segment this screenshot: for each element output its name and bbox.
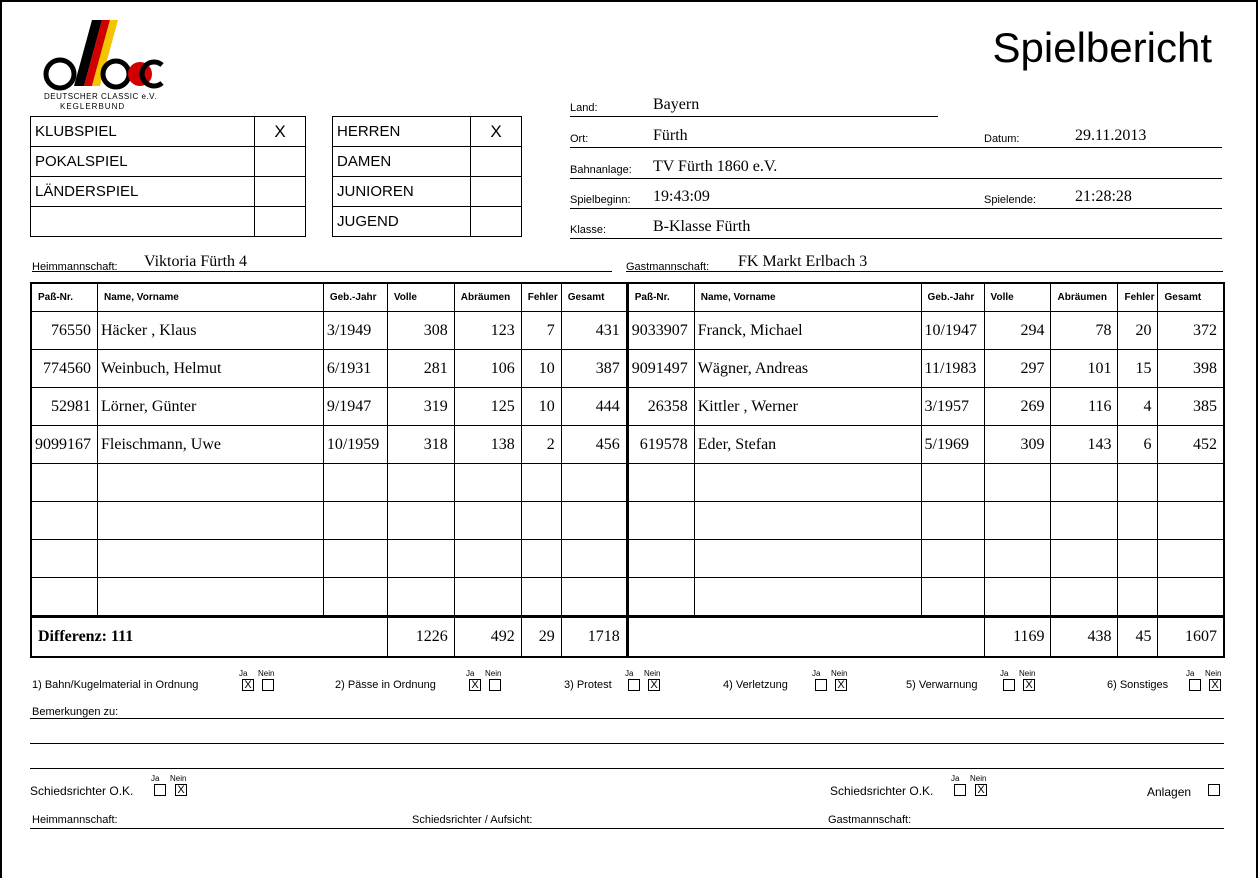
guest-total-abr: 438 — [1051, 617, 1118, 658]
land-label: Land: — [570, 102, 598, 114]
column-header: Abräumen — [1051, 283, 1118, 312]
klasse-field — [570, 217, 1222, 238]
home-name-cell: Fleischmann, Uwe — [98, 426, 324, 464]
column-header: Name, Vorname — [694, 283, 921, 312]
home-name-cell — [98, 502, 324, 540]
home-name-cell — [98, 578, 324, 617]
guest-pass-cell: 26358 — [627, 388, 694, 426]
guest-name-cell — [694, 578, 921, 617]
home-pass-cell — [31, 540, 98, 578]
guest-volle-cell: 297 — [984, 350, 1051, 388]
home-name-cell: Häcker , Klaus — [98, 312, 324, 350]
guest-pass-cell — [627, 502, 694, 540]
guest-gesamt-cell: 385 — [1158, 388, 1224, 426]
nein-label: Nein — [970, 774, 987, 783]
guest-geb-cell: 3/1957 — [921, 388, 984, 426]
spielart-checkbox[interactable] — [255, 207, 306, 237]
guest-total-gesamt: 1607 — [1158, 617, 1224, 658]
guest-total-volle: 1169 — [984, 617, 1051, 658]
table-row — [31, 540, 1224, 578]
schiedsrichter-left-ja-checkbox[interactable] — [154, 784, 166, 796]
kategorie-row — [333, 117, 522, 147]
ja-label: Ja — [239, 669, 248, 678]
sign-heim-label: Heimmannschaft: — [32, 814, 118, 826]
ort-value: Fürth — [653, 127, 688, 144]
sign-gast-label: Gastmannschaft: — [828, 814, 912, 826]
guest-geb-cell — [921, 578, 984, 617]
kategorie-label: DAMEN — [333, 147, 471, 177]
klasse-value: B-Klasse Fürth — [653, 218, 751, 235]
kategorie-grid — [332, 116, 522, 237]
bahnanlage-label: Bahnanlage: — [570, 164, 632, 176]
home-volle-cell — [387, 540, 454, 578]
home-gesamt-cell: 456 — [561, 426, 627, 464]
spielart-label: KLUBSPIEL — [31, 117, 255, 147]
schiedsrichter-label: Schiedsrichter O.K. — [830, 784, 934, 798]
home-pass-cell — [31, 502, 98, 540]
home-name-cell: Weinbuch, Helmut — [98, 350, 324, 388]
question-ja-checkbox[interactable] — [1189, 679, 1201, 691]
guest-volle-cell — [984, 464, 1051, 502]
home-geb-cell — [323, 578, 387, 617]
guest-gesamt-cell: 398 — [1158, 350, 1224, 388]
home-fehler-cell: 2 — [521, 426, 561, 464]
guest-geb-cell — [921, 464, 984, 502]
home-gesamt-cell — [561, 540, 627, 578]
guest-total-blank — [627, 617, 984, 658]
spielart-row — [31, 177, 306, 207]
guest-gesamt-cell — [1158, 502, 1224, 540]
question-label: 6) Sonstiges — [1107, 679, 1169, 691]
guest-gesamt-cell — [1158, 540, 1224, 578]
spielart-checkbox[interactable] — [255, 177, 306, 207]
differenz: Differenz: 111 — [31, 617, 387, 658]
home-name-cell — [98, 464, 324, 502]
gast-value: FK Markt Erlbach 3 — [738, 253, 868, 270]
spielart-label: POKALSPIEL — [31, 147, 255, 177]
guest-fehler-cell — [1118, 540, 1158, 578]
guest-fehler-cell — [1118, 464, 1158, 502]
guest-name-cell — [694, 464, 921, 502]
kategorie-checkbox[interactable]: X — [471, 117, 522, 147]
page-title: Spielbericht — [992, 24, 1212, 71]
home-geb-cell: 6/1931 — [323, 350, 387, 388]
question-ja-checkbox[interactable]: X — [469, 679, 481, 691]
ja-label: Ja — [151, 774, 160, 783]
gast-label: Gastmannschaft: — [626, 261, 710, 273]
guest-fehler-cell: 15 — [1118, 350, 1158, 388]
kategorie-checkbox[interactable] — [471, 177, 522, 207]
schiedsrichter-right-nein-checkbox[interactable]: X — [975, 784, 987, 796]
schiedsrichter-left — [30, 774, 230, 800]
nein-label: Nein — [644, 669, 661, 678]
guest-name-cell: Franck, Michael — [694, 312, 921, 350]
home-fehler-cell — [521, 540, 561, 578]
signature-line — [30, 828, 1224, 829]
home-pass-cell: 774560 — [31, 350, 98, 388]
home-abr-cell — [454, 540, 521, 578]
ja-label: Ja — [812, 669, 821, 678]
home-volle-cell — [387, 464, 454, 502]
guest-gesamt-cell: 452 — [1158, 426, 1224, 464]
table-header-row — [31, 283, 1224, 312]
home-abr-cell — [454, 464, 521, 502]
heim-field — [32, 253, 612, 271]
guest-name-cell: Eder, Stefan — [694, 426, 921, 464]
guest-geb-cell: 11/1983 — [921, 350, 984, 388]
home-geb-cell: 10/1959 — [323, 426, 387, 464]
heim-value: Viktoria Fürth 4 — [144, 253, 248, 270]
table-row — [31, 502, 1224, 540]
guest-gesamt-cell — [1158, 578, 1224, 617]
klasse-label: Klasse: — [570, 224, 607, 236]
home-geb-cell — [323, 502, 387, 540]
ja-label: Ja — [466, 669, 475, 678]
land-value: Bayern — [653, 96, 700, 113]
spielende-value: 21:28:28 — [1075, 188, 1132, 205]
schiedsrichter-right-ja-checkbox[interactable] — [954, 784, 966, 796]
spielbeginn-field — [570, 187, 1222, 208]
guest-geb-cell — [921, 540, 984, 578]
dkbc-logo — [40, 20, 170, 115]
home-name-cell: Lörner, Günter — [98, 388, 324, 426]
guest-abr-cell: 116 — [1051, 388, 1118, 426]
ort-field — [570, 126, 1222, 147]
guest-abr-cell: 143 — [1051, 426, 1118, 464]
guest-pass-cell — [627, 540, 694, 578]
table-row — [31, 388, 1224, 426]
guest-total-fehler: 45 — [1118, 617, 1158, 658]
guest-pass-cell: 9033907 — [627, 312, 694, 350]
bahnanlage-value: TV Fürth 1860 e.V. — [653, 158, 778, 175]
home-volle-cell: 308 — [387, 312, 454, 350]
home-geb-cell: 3/1949 — [323, 312, 387, 350]
land-field — [570, 96, 938, 116]
guest-volle-cell: 269 — [984, 388, 1051, 426]
table-row — [31, 312, 1224, 350]
home-geb-cell — [323, 464, 387, 502]
kategorie-row — [333, 177, 522, 207]
question-nein-checkbox[interactable] — [262, 679, 274, 691]
question-nein-checkbox[interactable]: X — [648, 679, 660, 691]
table-row — [31, 578, 1224, 617]
spielart-checkbox[interactable]: X — [255, 117, 306, 147]
guest-gesamt-cell — [1158, 464, 1224, 502]
home-pass-cell — [31, 464, 98, 502]
column-header: Fehler — [1118, 283, 1158, 312]
kategorie-label: JUNIOREN — [333, 177, 471, 207]
home-abr-cell: 125 — [454, 388, 521, 426]
table-row — [31, 350, 1224, 388]
home-volle-cell — [387, 578, 454, 617]
bemerkungen-line-2 — [30, 743, 1224, 744]
guest-name-cell — [694, 540, 921, 578]
home-abr-cell — [454, 502, 521, 540]
ja-label: Ja — [1186, 669, 1195, 678]
kategorie-checkbox[interactable] — [471, 207, 522, 237]
guest-volle-cell — [984, 578, 1051, 617]
guest-fehler-cell — [1118, 578, 1158, 617]
guest-abr-cell — [1051, 540, 1118, 578]
question-nein-checkbox[interactable]: X — [1209, 679, 1221, 691]
home-gesamt-cell — [561, 502, 627, 540]
home-fehler-cell: 10 — [521, 350, 561, 388]
nein-label: Nein — [485, 669, 502, 678]
guest-volle-cell — [984, 502, 1051, 540]
home-geb-cell — [323, 540, 387, 578]
home-name-cell — [98, 540, 324, 578]
column-header: Volle — [984, 283, 1051, 312]
column-header: Gesamt — [1158, 283, 1224, 312]
guest-volle-cell: 309 — [984, 426, 1051, 464]
guest-volle-cell: 294 — [984, 312, 1051, 350]
home-gesamt-cell: 431 — [561, 312, 627, 350]
home-total-volle: 1226 — [387, 617, 454, 658]
bemerkungen-label: Bemerkungen zu: — [32, 706, 119, 718]
home-abr-cell: 106 — [454, 350, 521, 388]
anlagen-checkbox[interactable] — [1208, 784, 1220, 796]
kategorie-label: HERREN — [333, 117, 471, 147]
guest-pass-cell: 9091497 — [627, 350, 694, 388]
guest-abr-cell: 78 — [1051, 312, 1118, 350]
guest-fehler-cell: 6 — [1118, 426, 1158, 464]
datum-label: Datum: — [984, 133, 1020, 145]
nein-label: Nein — [258, 669, 275, 678]
home-fehler-cell: 10 — [521, 388, 561, 426]
question-nein-checkbox[interactable]: X — [835, 679, 847, 691]
home-volle-cell — [387, 502, 454, 540]
totals-row — [31, 617, 1224, 658]
home-fehler-cell — [521, 578, 561, 617]
home-fehler-cell — [521, 502, 561, 540]
column-header: Paß-Nr. — [31, 283, 98, 312]
guest-fehler-cell: 4 — [1118, 388, 1158, 426]
spielende-label: Spielende: — [984, 194, 1036, 206]
home-volle-cell: 318 — [387, 426, 454, 464]
guest-pass-cell: 619578 — [627, 426, 694, 464]
anlagen-label: Anlagen — [1147, 785, 1192, 799]
spielart-row — [31, 207, 306, 237]
logo-line1: DEUTSCHER CLASSIC e.V. — [44, 92, 157, 101]
kategorie-row — [333, 147, 522, 177]
home-total-abr: 492 — [454, 617, 521, 658]
question-nein-checkbox[interactable] — [489, 679, 501, 691]
heim-label: Heimmannschaft: — [32, 261, 118, 273]
guest-abr-cell: 101 — [1051, 350, 1118, 388]
dkbc-logo-icon — [40, 20, 170, 92]
home-gesamt-cell: 444 — [561, 388, 627, 426]
column-header: Fehler — [521, 283, 561, 312]
question-label: 5) Verwarnung — [906, 679, 978, 691]
home-pass-cell: 9099167 — [31, 426, 98, 464]
question-ja-checkbox[interactable]: X — [242, 679, 254, 691]
question-label: 1) Bahn/Kugelmaterial in Ordnung — [32, 679, 199, 691]
ja-label: Ja — [625, 669, 634, 678]
guest-geb-cell: 5/1969 — [921, 426, 984, 464]
bemerkungen-line-1 — [30, 718, 1224, 719]
home-gesamt-cell: 387 — [561, 350, 627, 388]
question-ja-checkbox[interactable] — [628, 679, 640, 691]
column-header: Geb.-Jahr — [323, 283, 387, 312]
home-abr-cell: 138 — [454, 426, 521, 464]
home-total-gesamt: 1718 — [561, 617, 627, 658]
home-pass-cell: 52981 — [31, 388, 98, 426]
spielart-row — [31, 147, 306, 177]
home-pass-cell — [31, 578, 98, 617]
guest-name-cell: Kittler , Werner — [694, 388, 921, 426]
schiedsrichter-label: Schiedsrichter O.K. — [30, 784, 134, 798]
guest-pass-cell — [627, 464, 694, 502]
home-gesamt-cell — [561, 578, 627, 617]
home-geb-cell: 9/1947 — [323, 388, 387, 426]
guest-geb-cell — [921, 502, 984, 540]
kategorie-checkbox[interactable] — [471, 147, 522, 177]
column-header: Geb.-Jahr — [921, 283, 984, 312]
home-gesamt-cell — [561, 464, 627, 502]
home-abr-cell: 123 — [454, 312, 521, 350]
table-row — [31, 464, 1224, 502]
column-header: Gesamt — [561, 283, 627, 312]
logo-line2: KEGLERBUND — [60, 102, 126, 111]
ja-label: Ja — [1000, 669, 1009, 678]
spielart-checkbox[interactable] — [255, 147, 306, 177]
nein-label: Nein — [1019, 669, 1036, 678]
column-header: Paß-Nr. — [627, 283, 694, 312]
table-row — [31, 426, 1224, 464]
home-pass-cell: 76550 — [31, 312, 98, 350]
guest-abr-cell — [1051, 464, 1118, 502]
spielart-label: LÄNDERSPIEL — [31, 177, 255, 207]
anlagen — [1147, 784, 1227, 800]
question-label: 2) Pässe in Ordnung — [335, 679, 436, 691]
spielbeginn-value: 19:43:09 — [653, 188, 710, 205]
column-header: Volle — [387, 283, 454, 312]
spielbeginn-label: Spielbeginn: — [570, 194, 631, 206]
home-fehler-cell: 7 — [521, 312, 561, 350]
column-header: Name, Vorname — [98, 283, 324, 312]
question-ja-checkbox[interactable] — [815, 679, 827, 691]
guest-abr-cell — [1051, 578, 1118, 617]
gast-field — [626, 253, 1223, 271]
ja-label: Ja — [951, 774, 960, 783]
guest-volle-cell — [984, 540, 1051, 578]
question-ja-checkbox[interactable] — [1003, 679, 1015, 691]
guest-gesamt-cell: 372 — [1158, 312, 1224, 350]
schiedsrichter-left-nein-checkbox[interactable]: X — [175, 784, 187, 796]
schiedsrichter-right — [830, 774, 1030, 800]
spielart-row — [31, 117, 306, 147]
home-total-fehler: 29 — [521, 617, 561, 658]
question-label: 3) Protest — [564, 679, 612, 691]
nein-label: Nein — [1205, 669, 1222, 678]
spielart-label — [31, 207, 255, 237]
home-abr-cell — [454, 578, 521, 617]
nein-label: Nein — [831, 669, 848, 678]
kategorie-row — [333, 207, 522, 237]
guest-name-cell: Wägner, Andreas — [694, 350, 921, 388]
guest-name-cell — [694, 502, 921, 540]
sign-schiri-label: Schiedsrichter / Aufsicht: — [412, 814, 533, 826]
home-fehler-cell — [521, 464, 561, 502]
guest-pass-cell — [627, 578, 694, 617]
home-volle-cell: 281 — [387, 350, 454, 388]
question-nein-checkbox[interactable]: X — [1023, 679, 1035, 691]
nein-label: Nein — [170, 774, 187, 783]
ort-label: Ort: — [570, 133, 589, 145]
home-volle-cell: 319 — [387, 388, 454, 426]
spielart-grid — [30, 116, 306, 237]
guest-fehler-cell: 20 — [1118, 312, 1158, 350]
column-header: Abräumen — [454, 283, 521, 312]
question-label: 4) Verletzung — [723, 679, 788, 691]
bemerkungen-line-3 — [30, 768, 1224, 769]
kategorie-label: JUGEND — [333, 207, 471, 237]
guest-abr-cell — [1051, 502, 1118, 540]
score-table — [30, 282, 1225, 658]
guest-geb-cell: 10/1947 — [921, 312, 984, 350]
datum-value: 29.11.2013 — [1075, 127, 1147, 144]
guest-fehler-cell — [1118, 502, 1158, 540]
bahnanlage-field — [570, 157, 1222, 178]
